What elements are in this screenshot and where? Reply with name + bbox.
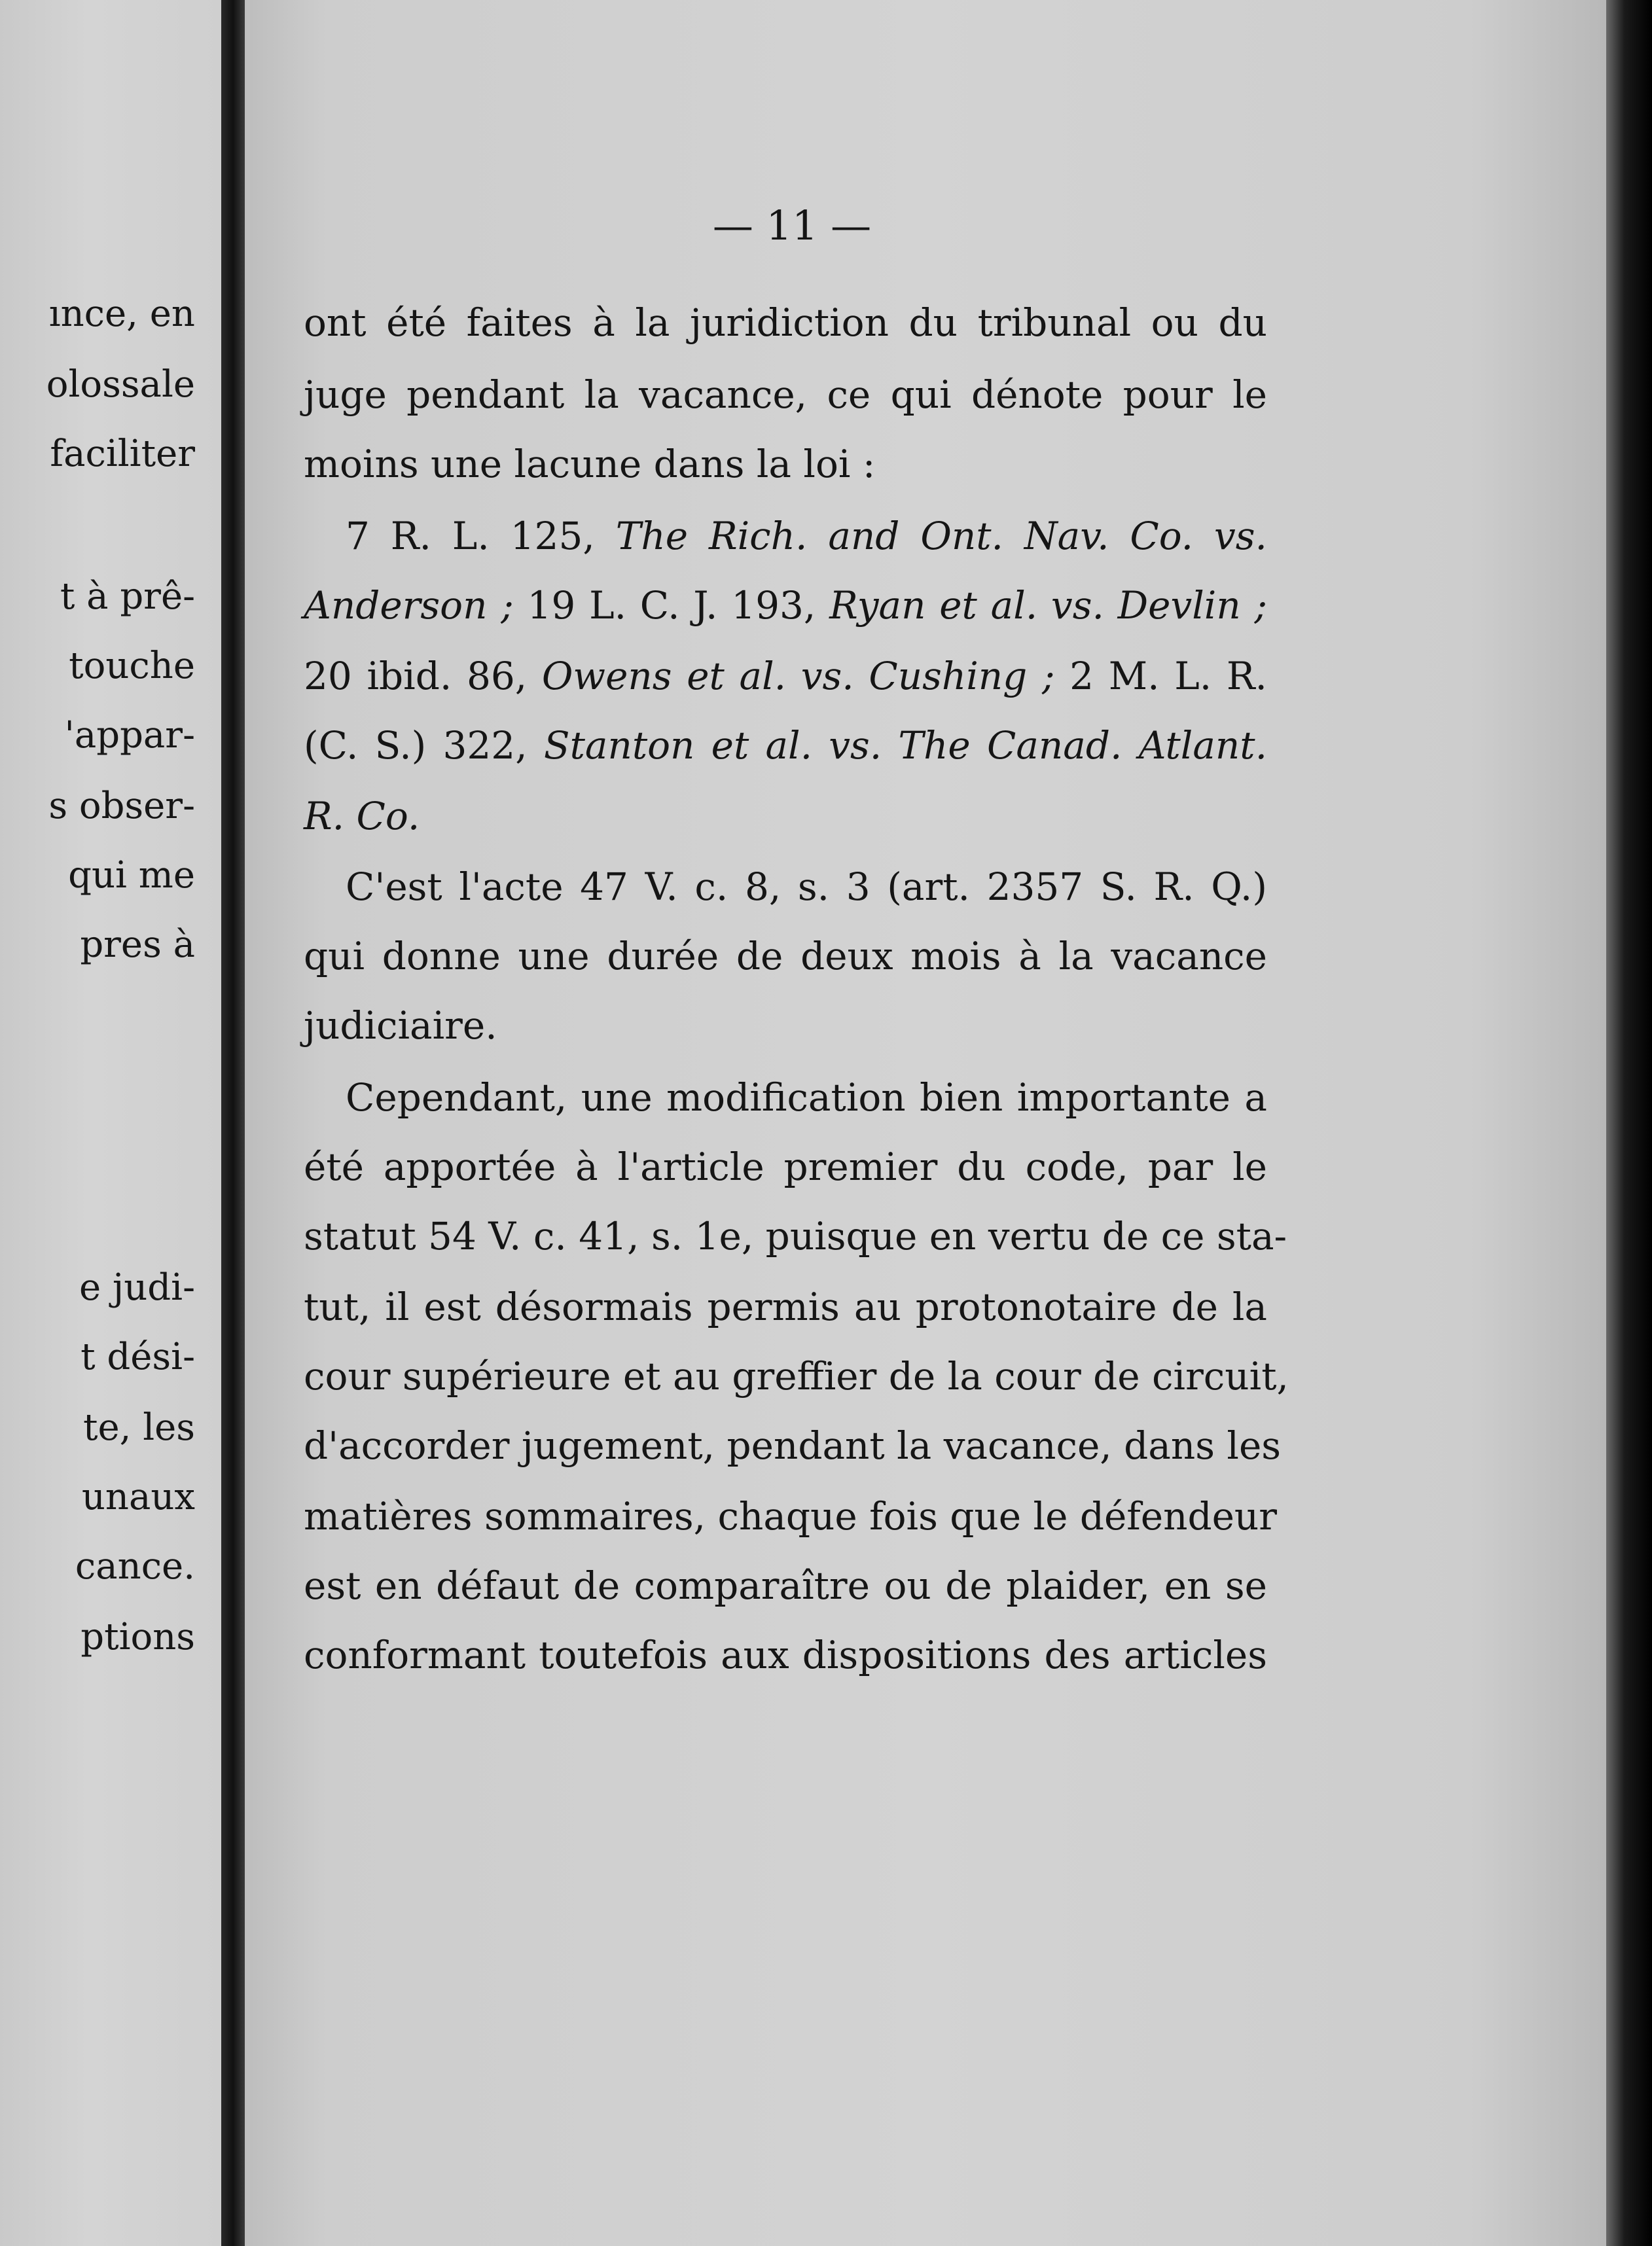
text-line: moins une lacune dans la loi :	[304, 442, 876, 486]
case-name: Owens et al. vs. Cushing ;	[541, 654, 1055, 698]
case-name: Ryan et al. vs. Devlin ;	[829, 583, 1267, 628]
text-line: ont été faites à la juridiction du tribunal ou du	[304, 300, 1267, 345]
citation-reference: 19 L. C. J. 193,	[513, 583, 830, 628]
left-fragment: ınce, en	[48, 293, 195, 335]
case-name: Stanton et al. vs. The Canad. Atlant.	[543, 723, 1268, 768]
previous-page-sliver	[0, 0, 221, 2246]
text-line: été apportée à l'article premier du code, par le	[304, 1145, 1267, 1189]
text-line: est en défaut de comparaître ou de plaider, en se	[304, 1563, 1267, 1608]
citation-line	[304, 794, 1267, 838]
citation-line	[304, 583, 1267, 628]
left-fragment: t à prê-	[60, 575, 195, 618]
page-number: — 11 —	[712, 202, 872, 249]
case-name: The Rich. and Ont. Nav. Co. vs.	[615, 514, 1267, 558]
text-line: conformant toutefois aux dispositions des articles	[304, 1633, 1267, 1677]
citation-line	[346, 514, 1267, 558]
book-gutter	[221, 0, 245, 2246]
citation-line	[304, 654, 1267, 698]
left-fragment: qui me	[68, 854, 195, 897]
case-name: Anderson ;	[304, 583, 514, 628]
text-line: Cependant, une modification bien importante a	[346, 1075, 1267, 1120]
left-fragment: ptions	[81, 1616, 195, 1658]
citation-reference: 2 M. L. R.	[1054, 654, 1267, 698]
citation-reference: 7 R. L. 125,	[346, 514, 616, 558]
left-fragment: pres à	[80, 923, 195, 966]
citation-reference: 20 ibid. 86,	[304, 654, 542, 698]
left-fragment: e judi-	[79, 1266, 195, 1309]
left-fragment: t dési-	[81, 1336, 195, 1378]
text-line: qui donne une durée de deux mois à la vacance	[304, 934, 1267, 978]
citation-line	[304, 723, 1268, 768]
left-fragment: s obser-	[48, 785, 195, 827]
left-fragment: touche	[69, 645, 195, 687]
text-line: juge pendant la vacance, ce qui dénote pour le	[304, 372, 1267, 417]
citation-reference: (C. S.) 322,	[304, 723, 544, 768]
left-fragment: te, les	[82, 1406, 195, 1449]
left-fragment: olossale	[46, 363, 195, 406]
left-fragment: faciliter	[50, 433, 195, 475]
text-line: matières sommaires, chaque fois que le défendeur	[304, 1494, 1277, 1539]
text-line: C'est l'acte 47 V. c. 8, s. 3 (art. 2357 S. R. Q.)	[346, 865, 1267, 909]
case-name: R. Co.	[304, 794, 420, 838]
page-edge	[1606, 0, 1652, 2246]
left-fragment: cance.	[75, 1545, 195, 1588]
text-line: statut 54 V. c. 41, s. 1e, puisque en vertu de ce sta-	[304, 1214, 1287, 1258]
text-line: tut, il est désormais permis au protonotaire de la	[304, 1285, 1267, 1329]
text-line: judiciaire.	[304, 1003, 497, 1048]
left-fragment: unaux	[81, 1476, 195, 1518]
text-line: d'accorder jugement, pendant la vacance, dans les	[304, 1423, 1282, 1468]
left-fragment: 'appar-	[64, 714, 195, 757]
text-line: cour supérieure et au greffier de la cour de circuit,	[304, 1354, 1289, 1399]
